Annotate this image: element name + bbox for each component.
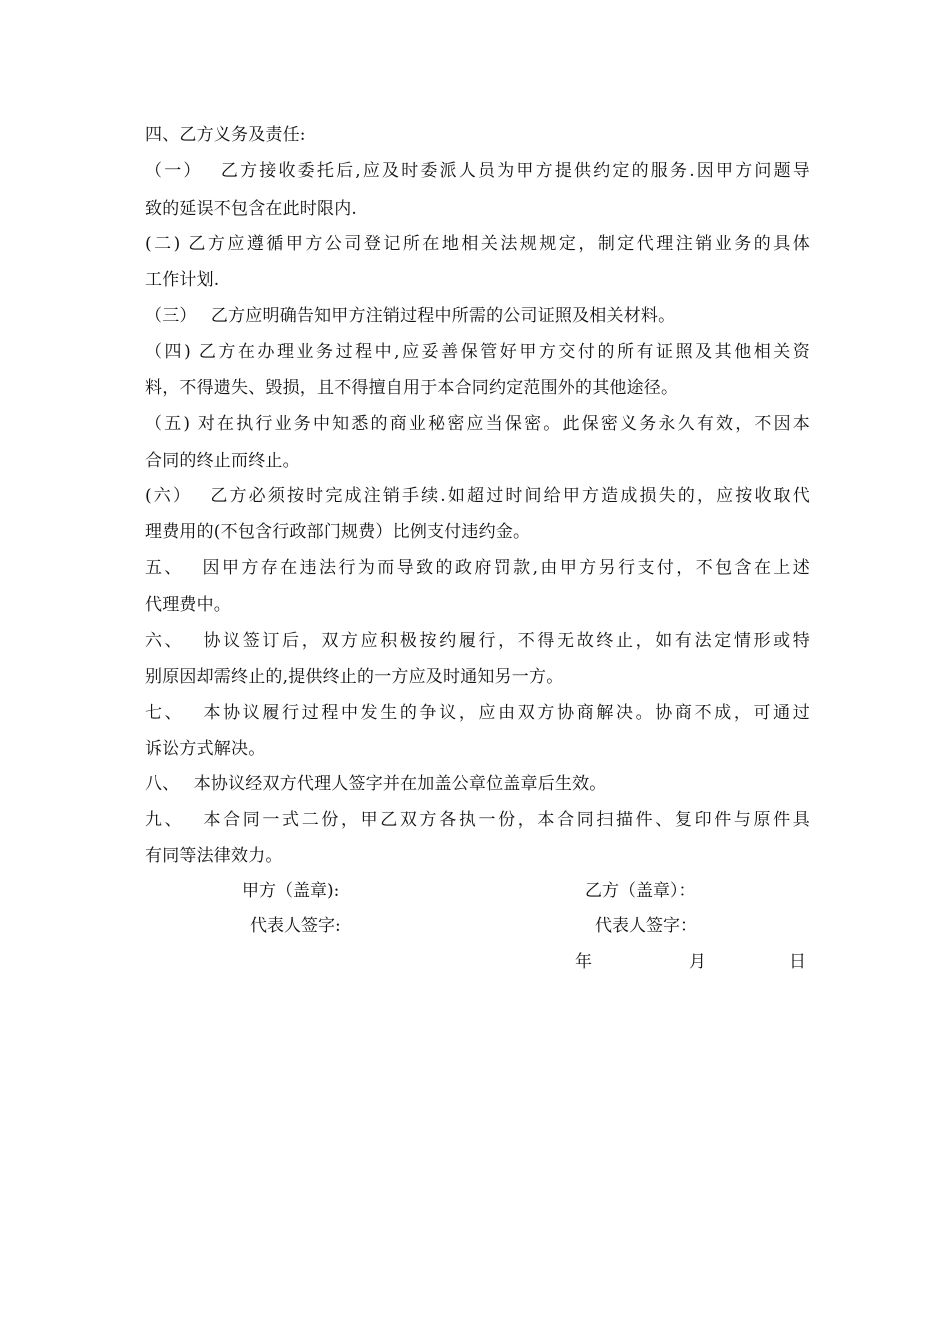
party-b-seal-label: 乙方（盖章）： — [585, 881, 696, 901]
paragraph-line: 合同的终止而终止。 — [145, 451, 300, 471]
paragraph-line: 八、 本协议经双方代理人签字并在加盖公章位盖章后生效。 — [145, 774, 607, 794]
paragraph-line: （四) 乙方在办理业务过程中,应妥善保管好甲方交付的所有证照及其他相关资 — [145, 342, 810, 362]
date-year-label: 年 — [575, 952, 592, 972]
paragraph-line: 九、 本合同一式二份，甲乙双方各执一份，本合同扫描件、复印件与原件具 — [145, 810, 810, 830]
paragraph-line: （一） 乙方接收委托后,应及时委派人员为甲方提供约定的服务.因甲方问题导 — [145, 161, 810, 181]
party-a-rep-label: 代表人签字: — [250, 916, 341, 936]
paragraph-line: 代理费中。 — [145, 595, 231, 615]
date-day-label: 日 — [789, 952, 806, 972]
paragraph-line: 七、 本协议履行过程中发生的争议，应由双方协商解决。协商不成，可通过 — [145, 703, 810, 723]
paragraph-line: (六） 乙方必须按时完成注销手续.如超过时间给甲方造成损失的，应按收取代 — [145, 486, 810, 506]
paragraph-line: 工作计划. — [145, 270, 220, 290]
party-b-rep-label: 代表人签字： — [595, 916, 697, 936]
section-heading: 四、乙方义务及责任: — [145, 125, 306, 145]
paragraph-line: 有同等法律效力。 — [145, 846, 283, 866]
paragraph-line: 料，不得遗失、毁损，且不得擅自用于本合同约定范围外的其他途径。 — [145, 378, 679, 398]
paragraph-line: 致的延误不包含在此时限内. — [145, 199, 358, 219]
paragraph-line: (二) 乙方应遵循甲方公司登记所在地相关法规规定，制定代理注销业务的具体 — [145, 234, 810, 254]
paragraph-line: 别原因却需终止的,提供终止的一方应及时通知另一方。 — [145, 667, 564, 687]
paragraph-line: 五、 因甲方存在违法行为而导致的政府罚款,由甲方另行支付，不包含在上述 — [145, 558, 810, 578]
paragraph-line: 理费用的(不包含行政部门规费）比例支付违约金。 — [145, 522, 531, 542]
paragraph-line: 诉讼方式解决。 — [145, 739, 266, 759]
paragraph-line: （三） 乙方应明确告知甲方注销过程中所需的公司证照及相关材料。 — [145, 306, 676, 326]
date-month-label: 月 — [689, 952, 706, 972]
paragraph-line: （五) 对在执行业务中知悉的商业秘密应当保密。此保密义务永久有效，不因本 — [145, 414, 810, 434]
party-a-seal-label: 甲方（盖章): — [242, 881, 340, 901]
paragraph-line: 六、 协议签订后，双方应积极按约履行，不得无故终止，如有法定情形或特 — [145, 631, 810, 651]
